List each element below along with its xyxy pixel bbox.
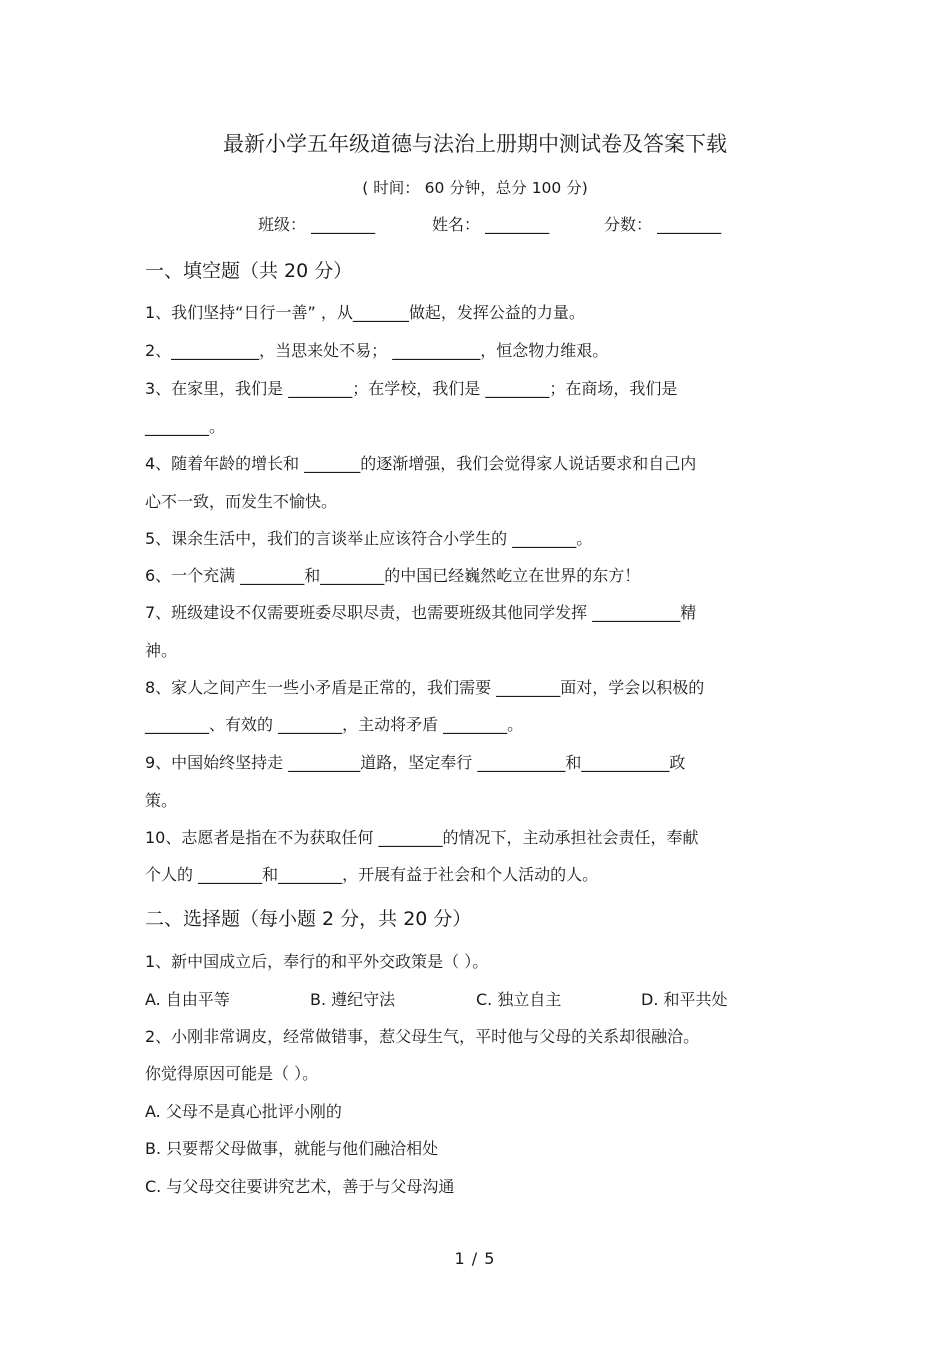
- choice-question-1: 1、新中国成立后，奉行的和平外交政策是（ ）。: [145, 952, 489, 971]
- question-line: 6、一个充满 ________和________的中国已经巍然屹立在世界的东方！: [145, 566, 641, 585]
- choice-question-2-cont: 你觉得原因可能是（ ）。: [145, 1064, 319, 1083]
- question-line: ________。: [145, 417, 226, 436]
- score-field: 分数： ________: [604, 215, 722, 234]
- document-title: 最新小学五年级道德与法治上册期中测试卷及答案下载: [223, 132, 727, 156]
- option-b: B. 遵纪守法: [310, 990, 396, 1009]
- question-line: 1、我们坚持“日行一善” ，从_______做起，发挥公益的力量。: [145, 303, 585, 322]
- question-line: 3、在家里，我们是 ________；在学校，我们是 ________；在商场，我们是: [145, 379, 678, 398]
- question-line: 4、随着年龄的增长和 _______的逐渐增强，我们会觉得家人说话要求和自己内: [145, 454, 697, 473]
- question-line: 2、___________，当思来处不易； ___________，恒念物力维艰。: [145, 341, 609, 360]
- question-line: 8、家人之间产生一些小矛盾是正常的，我们需要 ________面对，学会以积极的: [145, 678, 705, 697]
- option-b: B. 只要帮父母做事，就能与他们融洽相处: [145, 1139, 439, 1158]
- question-line: 个人的 ________和________，开展有益于社会和个人活动的人。: [145, 865, 599, 884]
- choice-question-2: 2、小刚非常调皮，经常做错事，惹父母生气，平时他与父母的关系却很融洽。: [145, 1027, 700, 1046]
- question-line: 7、班级建设不仅需要班委尽职尽责，也需要班级其他同学发挥 ___________精: [145, 603, 697, 622]
- question-line: 5、课余生活中，我们的言谈举止应该符合小学生的 ________。: [145, 529, 593, 548]
- section-heading-multiple-choice: 二、选择题（每小题 2 分，共 20 分）: [145, 908, 472, 930]
- question-line: 心不一致，而发生不愉快。: [145, 492, 338, 511]
- option-d: D. 和平共处: [641, 990, 728, 1009]
- question-line: 9、中国始终坚持走 _________道路，坚定奉行 ___________和___________政: [145, 753, 686, 772]
- option-c: C. 独立自主: [476, 990, 562, 1009]
- question-line: ________、有效的 ________，主动将矛盾 ________。: [145, 715, 524, 734]
- option-a: A. 父母不是真心批评小刚的: [145, 1102, 342, 1121]
- question-line: 策。: [145, 791, 178, 810]
- page-number: 1 / 5: [454, 1249, 496, 1268]
- class-field: 班级： ________: [258, 215, 376, 234]
- option-a: A. 自由平等: [145, 990, 230, 1009]
- section-heading-fill-blank: 一、填空题（共 20 分）: [145, 260, 353, 282]
- exam-time-info: ( 时间： 60 分钟，总分 100 分): [362, 179, 588, 197]
- question-line: 10、志愿者是指在不为获取任何 ________的情况下，主动承担社会责任，奉献: [145, 828, 699, 847]
- name-field: 姓名： ________: [432, 215, 550, 234]
- question-line: 神。: [145, 641, 178, 660]
- option-c: C. 与父母交往要讲究艺术，善于与父母沟通: [145, 1177, 455, 1196]
